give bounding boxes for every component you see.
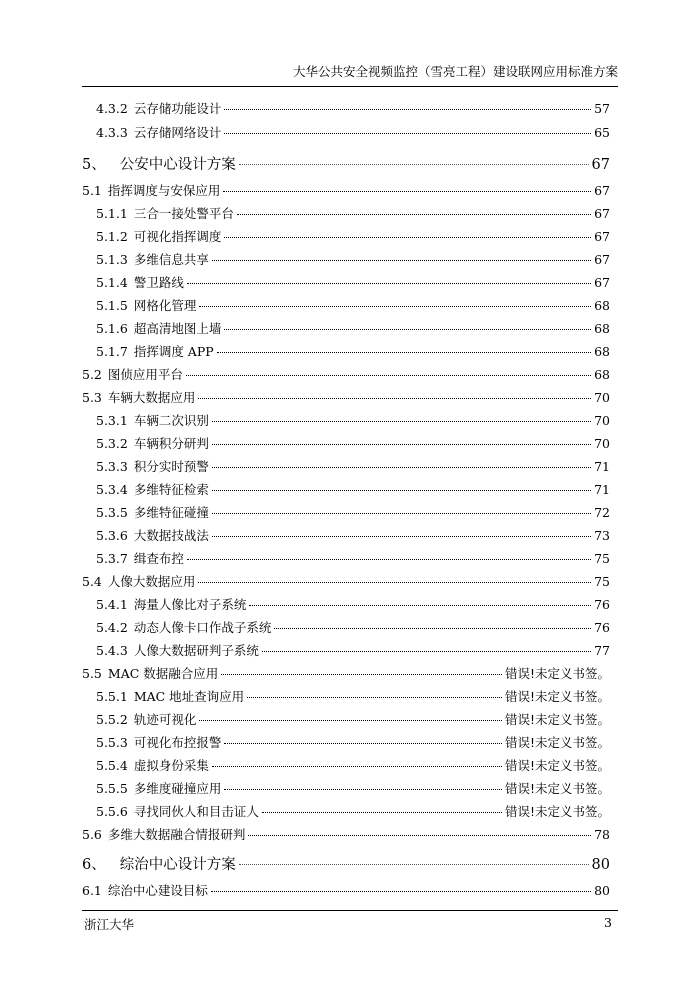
toc-entry-title: 三合一接处警平台 — [133, 206, 234, 221]
toc-entry-page: 67 — [594, 275, 610, 290]
toc-dot-leader — [262, 651, 591, 652]
toc-entry-title: 大数据技战法 — [133, 528, 209, 543]
toc-entry-page: 68 — [594, 367, 610, 382]
toc-entry-title: 虚拟身份采集 — [133, 758, 209, 773]
toc-entry[interactable] — [82, 756, 610, 774]
toc-entry-page: 错误!未定义书签。 — [504, 712, 610, 727]
toc-entry-title: 海量人像比对子系统 — [133, 597, 247, 612]
toc-entry[interactable] — [82, 365, 610, 383]
footer-page-number: 3 — [604, 915, 612, 930]
toc-dot-leader — [239, 864, 589, 865]
toc-entry[interactable] — [82, 641, 610, 659]
toc-entry-number: 5.5.5 — [96, 781, 128, 796]
toc-entry-page: 78 — [594, 827, 610, 842]
toc-dot-leader — [198, 398, 591, 399]
toc-dot-leader — [223, 191, 591, 192]
toc-dot-leader — [212, 260, 591, 261]
toc-entry-page: 错误!未定义书签。 — [504, 735, 610, 750]
toc-entry[interactable] — [82, 434, 610, 452]
toc-entry-title: MAC 地址查询应用 — [133, 689, 245, 704]
toc-entry-number: 5.4.3 — [96, 643, 128, 658]
toc-entry[interactable] — [82, 342, 610, 360]
toc-dot-leader — [212, 513, 591, 514]
toc-entry-title: 车辆二次识别 — [133, 413, 209, 428]
toc-entry-number: 5.3.4 — [96, 482, 128, 497]
toc-entry-page: 80 — [591, 857, 610, 873]
toc-entry[interactable] — [82, 204, 610, 222]
toc-entry-page: 68 — [594, 344, 610, 359]
toc-entry-number: 5.5 — [82, 666, 102, 681]
toc-entry-page: 68 — [594, 298, 610, 313]
toc-entry-page: 71 — [594, 459, 610, 474]
toc-entry-page: 76 — [594, 620, 610, 635]
toc-entry-page: 错误!未定义书签。 — [504, 689, 610, 704]
toc-entry[interactable] — [82, 319, 610, 337]
toc-entry-title: 可视化布控报警 — [133, 735, 222, 750]
toc-entry[interactable] — [82, 526, 610, 544]
toc-entry-page: 错误!未定义书签。 — [504, 758, 610, 773]
toc-entry[interactable] — [82, 664, 610, 682]
toc-entry[interactable] — [82, 296, 610, 314]
toc-dot-leader — [199, 306, 591, 307]
toc-entry-title: 公安中心设计方案 — [119, 157, 236, 173]
toc-entry[interactable] — [82, 687, 610, 705]
toc-entry-page: 67 — [594, 206, 610, 221]
toc-entry[interactable] — [82, 881, 610, 899]
toc-entry-page: 70 — [594, 390, 610, 405]
toc-entry[interactable] — [82, 549, 610, 567]
toc-entry[interactable] — [82, 572, 610, 590]
toc-entry-title: 多维特征检索 — [133, 482, 209, 497]
toc-entry-page: 错误!未定义书签。 — [504, 804, 610, 819]
toc-entry[interactable] — [82, 503, 610, 521]
toc-entry[interactable] — [82, 825, 610, 843]
toc-entry-number: 5.1.7 — [96, 344, 128, 359]
toc-entry[interactable] — [82, 388, 610, 406]
toc-entry-title: 警卫路线 — [133, 275, 184, 290]
toc-dot-leader — [224, 109, 591, 110]
header-divider — [82, 86, 618, 87]
toc-entry[interactable] — [82, 181, 610, 199]
toc-entry-number: 5.3.3 — [96, 459, 128, 474]
toc-entry-title: 缉查布控 — [133, 551, 184, 566]
toc-entry[interactable] — [82, 99, 610, 117]
toc-dot-leader — [274, 628, 591, 629]
toc-dot-leader — [212, 467, 591, 468]
toc-entry-title: 车辆积分研判 — [133, 436, 209, 451]
toc-entry-number: 5.4 — [82, 574, 102, 589]
toc-entry-title: 超高清地图上墙 — [133, 321, 222, 336]
toc-entry-number: 5.3.5 — [96, 505, 128, 520]
toc-entry-title: 积分实时预警 — [133, 459, 209, 474]
toc-entry-number: 4.3.3 — [96, 125, 128, 140]
toc-dot-leader — [187, 559, 591, 560]
toc-entry-title: 多维度碰撞应用 — [133, 781, 222, 796]
toc-entry-page: 67 — [591, 157, 610, 173]
toc-dot-leader — [237, 214, 591, 215]
toc-entry[interactable] — [82, 411, 610, 429]
toc-entry[interactable] — [82, 595, 610, 613]
toc-dot-leader — [198, 582, 591, 583]
toc-dot-leader — [186, 375, 591, 376]
toc-entry-number: 5.6 — [82, 827, 102, 842]
toc-dot-leader — [224, 237, 591, 238]
toc-entry-number: 5、 — [82, 157, 106, 173]
toc-dot-leader — [262, 812, 502, 813]
toc-entry[interactable] — [82, 779, 610, 797]
toc-entry-number: 4.3.2 — [96, 101, 128, 116]
toc-dot-leader — [187, 283, 591, 284]
toc-entry-title: 多维信息共享 — [133, 252, 209, 267]
toc-entry-page: 71 — [594, 482, 610, 497]
toc-entry-number: 5.1.1 — [96, 206, 128, 221]
toc-entry-number: 5.3.1 — [96, 413, 128, 428]
toc-entry-number: 5.5.1 — [96, 689, 128, 704]
toc-entry-page: 65 — [594, 125, 610, 140]
toc-entry-title: 可视化指挥调度 — [133, 229, 222, 244]
footer-company: 浙江大华 — [84, 917, 135, 932]
toc-dot-leader — [249, 605, 591, 606]
footer-divider — [82, 910, 618, 911]
toc-entry-number: 5.3.6 — [96, 528, 128, 543]
toc-entry-title: 人像大数据应用 — [107, 574, 196, 589]
toc-dot-leader — [212, 536, 591, 537]
toc-dot-leader — [248, 835, 591, 836]
toc-entry[interactable] — [82, 618, 610, 636]
toc-entry[interactable] — [82, 123, 610, 141]
toc-dot-leader — [224, 743, 502, 744]
toc-entry-number: 5.1.5 — [96, 298, 128, 313]
toc-entry-page: 76 — [594, 597, 610, 612]
toc-entry-title: 寻找同伙人和目击证人 — [133, 804, 259, 819]
toc-entry[interactable] — [82, 802, 610, 820]
toc-dot-leader — [247, 697, 502, 698]
toc-entry-title: 人像大数据研判子系统 — [133, 643, 259, 658]
toc-entry-number: 5.5.6 — [96, 804, 128, 819]
toc-entry-number: 5.5.2 — [96, 712, 128, 727]
toc-entry-number: 5.1 — [82, 183, 102, 198]
toc-entry-number: 6、 — [82, 857, 106, 873]
toc-dot-leader — [212, 421, 591, 422]
toc-entry-page: 70 — [594, 413, 610, 428]
toc-entry[interactable] — [82, 480, 610, 498]
toc-dot-leader — [224, 133, 591, 134]
toc-entry-title: 云存储网络设计 — [133, 125, 222, 140]
toc-entry-title: 多维大数据融合情报研判 — [107, 827, 246, 842]
toc-entry-page: 错误!未定义书签。 — [504, 666, 610, 681]
page-header: 大华公共安全视频监控（雪亮工程）建设联网应用标准方案 — [292, 64, 618, 79]
toc-dot-leader — [224, 789, 502, 790]
toc-entry-number: 5.5.4 — [96, 758, 128, 773]
toc-entry-title: 指挥调度与安保应用 — [107, 183, 221, 198]
toc-entry[interactable] — [82, 227, 610, 245]
toc-dot-leader — [211, 891, 591, 892]
toc-entry-title: 指挥调度 APP — [133, 344, 214, 359]
toc-entry-title: 轨迹可视化 — [133, 712, 197, 727]
toc-entry-number: 5.1.6 — [96, 321, 128, 336]
toc-entry-number: 5.1.4 — [96, 275, 128, 290]
toc-entry-page: 67 — [594, 252, 610, 267]
toc-entry-number: 5.3.2 — [96, 436, 128, 451]
toc-entry-page: 错误!未定义书签。 — [504, 781, 610, 796]
toc-entry-number: 5.2 — [82, 367, 102, 382]
toc-entry-page: 67 — [594, 183, 610, 198]
toc-dot-leader — [212, 444, 591, 445]
toc-entry-page: 67 — [594, 229, 610, 244]
toc-dot-leader — [239, 164, 589, 165]
toc-entry[interactable] — [82, 853, 610, 874]
toc-entry-page: 75 — [594, 551, 610, 566]
toc-entry-number: 5.3.7 — [96, 551, 128, 566]
toc-entry-page: 72 — [594, 505, 610, 520]
toc-entry[interactable] — [82, 250, 610, 268]
toc-dot-leader — [224, 329, 591, 330]
toc-entry-title: 图侦应用平台 — [107, 367, 183, 382]
toc-entry-number: 5.5.3 — [96, 735, 128, 750]
toc-entry-title: 云存储功能设计 — [133, 101, 222, 116]
toc-entry-page: 77 — [594, 643, 610, 658]
toc-entry-number: 5.1.3 — [96, 252, 128, 267]
toc-entry-number: 6.1 — [82, 883, 102, 898]
toc-entry-title: 动态人像卡口作战子系统 — [133, 620, 272, 635]
toc-entry-title: MAC 数据融合应用 — [107, 666, 219, 681]
toc-entry-page: 80 — [594, 883, 610, 898]
toc-entry-page: 57 — [594, 101, 610, 116]
toc-dot-leader — [212, 490, 591, 491]
toc-entry[interactable] — [82, 710, 610, 728]
toc-entry-number: 5.1.2 — [96, 229, 128, 244]
toc-entry-number: 5.4.1 — [96, 597, 128, 612]
toc-entry-title: 车辆大数据应用 — [107, 390, 196, 405]
toc-entry-number: 5.4.2 — [96, 620, 128, 635]
toc-dot-leader — [212, 766, 502, 767]
toc-entry-page: 70 — [594, 436, 610, 451]
toc-entry-page: 68 — [594, 321, 610, 336]
toc-entry-page: 75 — [594, 574, 610, 589]
toc-entry-number: 5.3 — [82, 390, 102, 405]
toc-dot-leader — [199, 720, 502, 721]
toc-entry-title: 多维特征碰撞 — [133, 505, 209, 520]
toc-entry[interactable] — [82, 457, 610, 475]
toc-entry-title: 网格化管理 — [133, 298, 197, 313]
toc-entry[interactable] — [82, 153, 610, 174]
toc-entry-title: 综治中心设计方案 — [119, 857, 236, 873]
toc-entry[interactable] — [82, 273, 610, 291]
toc-entry-title: 综治中心建设目标 — [107, 883, 208, 898]
toc-dot-leader — [221, 674, 502, 675]
toc-entry[interactable] — [82, 733, 610, 751]
toc-dot-leader — [217, 352, 591, 353]
toc-entry-page: 73 — [594, 528, 610, 543]
